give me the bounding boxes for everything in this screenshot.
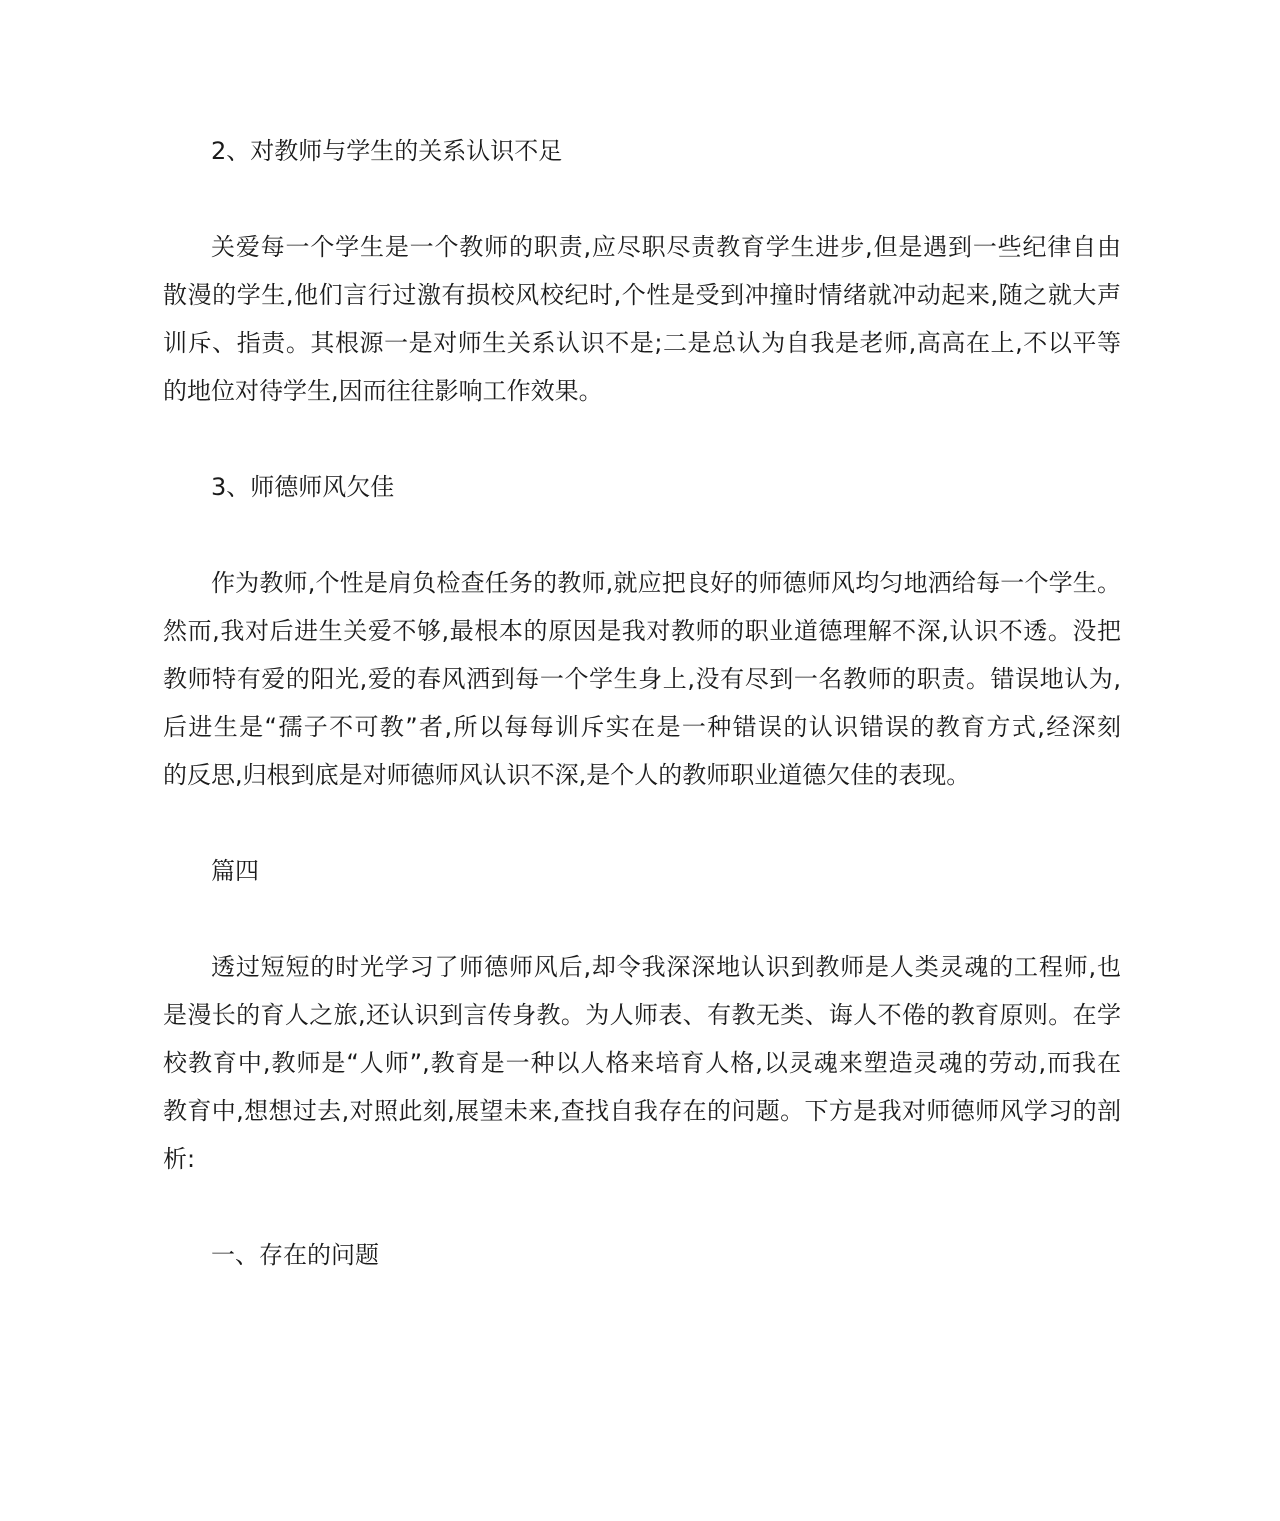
paragraph-relationship [163, 223, 1121, 415]
document-body [163, 127, 1121, 1279]
paragraph-spacer [163, 511, 1121, 559]
text-line: 是漫长的育人之旅,还认识到言传身教。为人师表、有教无类、诲人不倦的教育原则。在学 [163, 1001, 1121, 1029]
paragraph-spacer [163, 799, 1121, 847]
paragraph-spacer [163, 895, 1121, 943]
text-line: 的反思,归根到底是对师德师风认识不深,是个人的教师职业道德欠佳的表现。 [163, 761, 971, 789]
heading-line: 2、对教师与学生的关系认识不足 [211, 137, 563, 165]
text-line: 教育中,想想过去,对照此刻,展望未来,查找自我存在的问题。下方是我对师德师风学习的剖 [163, 1097, 1121, 1125]
text-line: 散漫的学生,他们言行过激有损校风校纪时,个性是受到冲撞时情绪就冲动起来,随之就大声 [163, 281, 1121, 309]
paragraph-ethics [163, 559, 1121, 799]
section-heading-relationship [163, 127, 1121, 175]
section-heading-problems [163, 1231, 1121, 1279]
paragraph-spacer [163, 1183, 1121, 1231]
text-line: 后进生是“孺子不可教”者,所以每每训斥实在是一种错误的认识错误的教育方式,经深刻 [163, 713, 1121, 741]
paragraph-spacer [163, 175, 1121, 223]
paragraph-part-four [163, 943, 1121, 1183]
heading-line: 篇四 [211, 857, 259, 885]
section-heading-part-four [163, 847, 1121, 895]
heading-line: 一、存在的问题 [211, 1241, 379, 1269]
text-line: 然而,我对后进生关爱不够,最根本的原因是我对教师的职业道德理解不深,认识不透。没把 [163, 617, 1121, 645]
text-line: 校教育中,教师是“人师”,教育是一种以人格来培育人格,以灵魂来塑造灵魂的劳动,而我在 [163, 1049, 1121, 1077]
heading-line: 3、师德师风欠佳 [211, 473, 395, 501]
text-line: 透过短短的时光学习了师德师风后,却令我深深地认识到教师是人类灵魂的工程师,也 [211, 953, 1121, 981]
text-line: 作为教师,个性是肩负检查任务的教师,就应把良好的师德师风均匀地洒给每一个学生。 [211, 569, 1121, 597]
text-line: 教师特有爱的阳光,爱的春风洒到每一个学生身上,没有尽到一名教师的职责。错误地认为, [163, 665, 1121, 693]
text-line: 析: [163, 1145, 196, 1173]
text-line: 训斥、指责。其根源一是对师生关系认识不是;二是总认为自我是老师,高高在上,不以平等 [163, 329, 1121, 357]
text-line: 关爱每一个学生是一个教师的职责,应尽职尽责教育学生进步,但是遇到一些纪律自由 [211, 233, 1121, 261]
paragraph-spacer [163, 415, 1121, 463]
text-line: 的地位对待学生,因而往往影响工作效果。 [163, 377, 603, 405]
section-heading-ethics [163, 463, 1121, 511]
